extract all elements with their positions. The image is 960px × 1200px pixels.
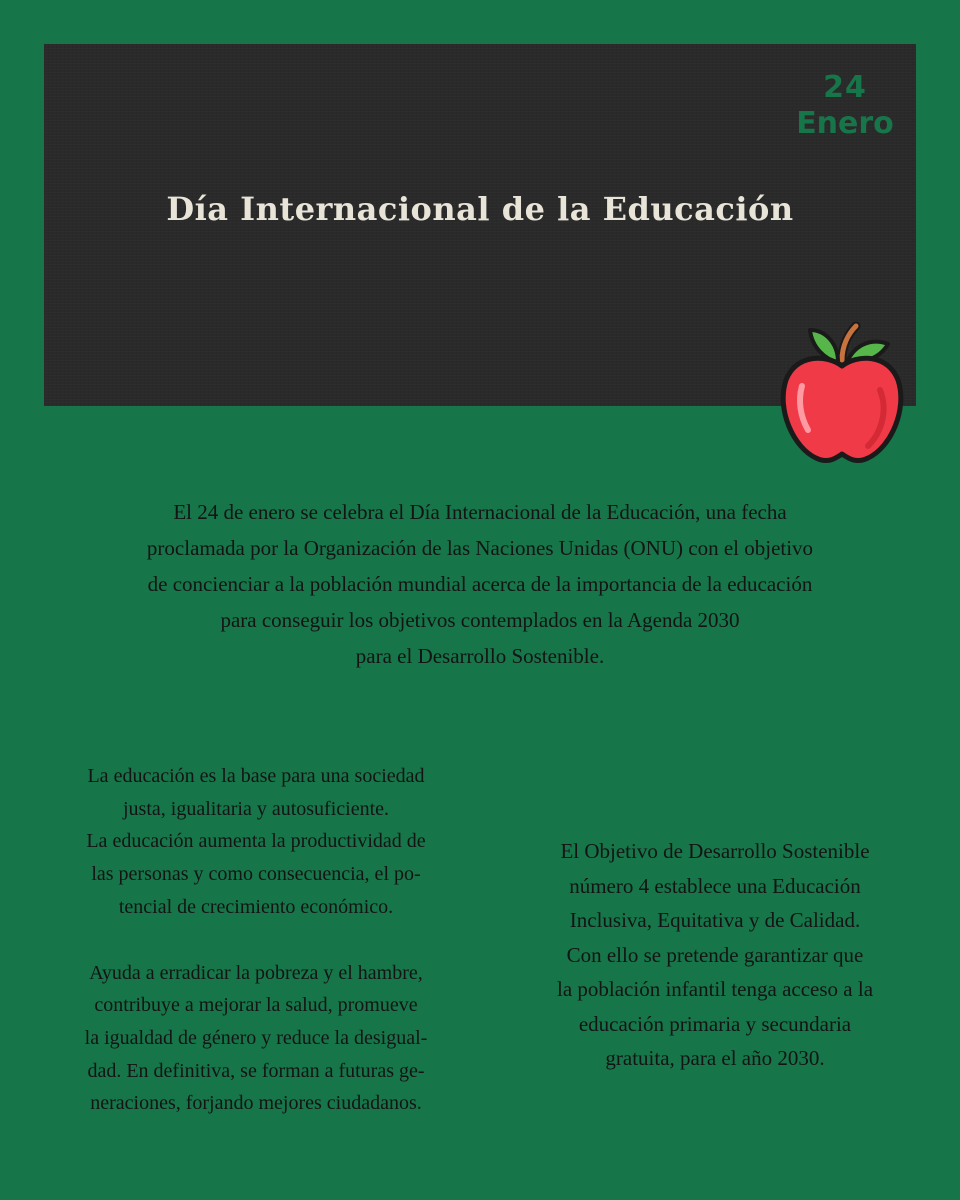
page-title: Día Internacional de la Educación bbox=[166, 190, 794, 228]
intro-line: proclamada por la Organización de las Naciones Unidas (ONU) con el objetivo bbox=[146, 536, 814, 560]
right-line: gratuita, para el año 2030. bbox=[605, 1046, 825, 1070]
right-line: la población infantil tenga acceso a la bbox=[556, 977, 874, 1001]
date-label bbox=[790, 70, 900, 142]
left-line: neraciones, forjando mejores ciudadanos. bbox=[90, 1092, 422, 1115]
intro-line: para el Desarrollo Sostenible. bbox=[355, 644, 605, 668]
left-line: Ayuda a erradicar la pobreza y el hambre, bbox=[89, 961, 423, 984]
intro-line: de concienciar a la población mundial acerca de la importancia de la educación bbox=[147, 572, 813, 596]
left-line: tencial de crecimiento económico. bbox=[118, 895, 394, 918]
right-column-text bbox=[500, 834, 930, 1076]
left-line: las personas y como consecuencia, el po- bbox=[91, 863, 421, 886]
intro-line: para conseguir los objetivos contemplados en la Agenda 2030 bbox=[220, 608, 740, 632]
left-line: La educación aumenta la productividad de bbox=[86, 830, 426, 853]
left-line: la igualdad de género y reduce la desigual- bbox=[84, 1026, 428, 1049]
intro-paragraph bbox=[40, 494, 920, 674]
apple-icon bbox=[776, 320, 908, 465]
date-month: Enero bbox=[796, 106, 894, 141]
left-line: dad. En definitiva, se forman a futuras ge- bbox=[87, 1059, 425, 1082]
right-line: Inclusiva, Equitativa y de Calidad. bbox=[569, 908, 861, 932]
left-column-text bbox=[36, 760, 476, 1120]
intro-line: El 24 de enero se celebra el Día Internacional de la Educación, una fecha bbox=[173, 500, 787, 524]
left-line: justa, igualitaria y autosuficiente. bbox=[122, 797, 390, 820]
paragraph-spacer bbox=[36, 924, 476, 957]
left-line: contribuye a mejorar la salud, promueve bbox=[94, 994, 418, 1017]
right-line: El Objetivo de Desarrollo Sostenible bbox=[560, 839, 870, 863]
right-line: número 4 establece una Educación bbox=[569, 873, 861, 898]
right-line: educación primaria y secundaria bbox=[578, 1011, 852, 1036]
right-line: Con ello se pretende garantizar que bbox=[566, 942, 864, 967]
left-line: La educación es la base para una sociedad bbox=[87, 765, 425, 787]
date-day: 24 bbox=[823, 70, 867, 105]
